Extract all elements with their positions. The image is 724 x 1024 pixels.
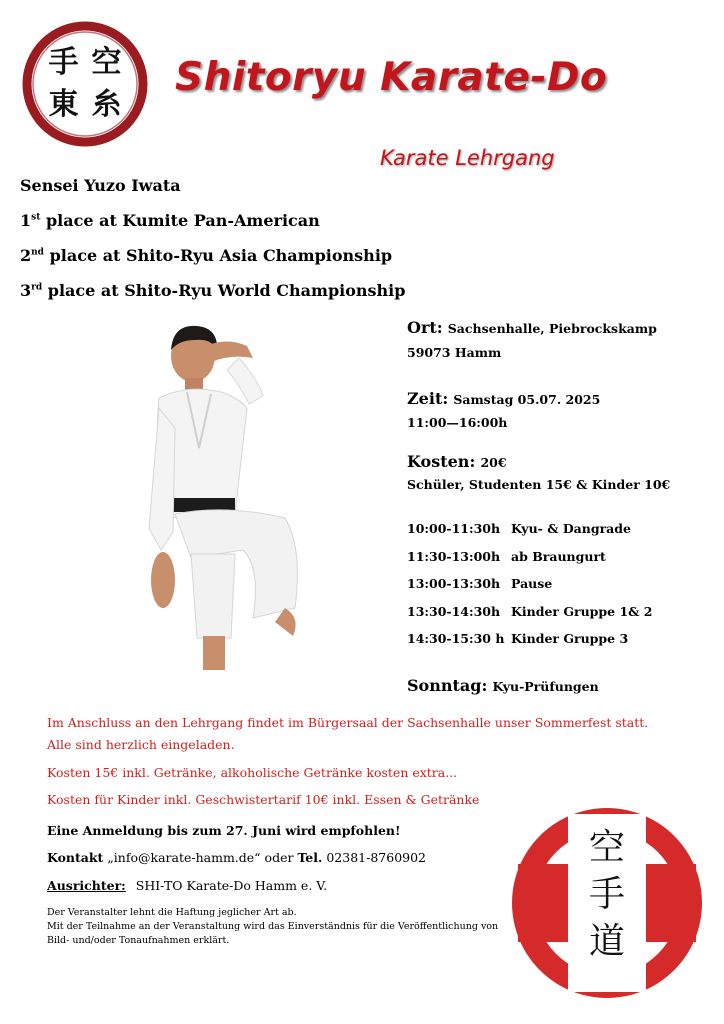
ort-zip: 59073 Hamm [407, 345, 502, 360]
logo-char: 手 [588, 874, 625, 915]
page-subtitle: Karate Lehrgang [380, 146, 555, 170]
registration-note: Eine Anmeldung bis zum 27. Juni wird empfohlen! [47, 823, 401, 838]
kosten-label: Kosten: [407, 452, 476, 471]
achievement-3: 3rd place at Shito-Ryu World Championship [20, 281, 406, 300]
logo-char: 手 [48, 45, 79, 80]
schedule-time: 13:00-13:30h [407, 576, 501, 591]
contact-tel-label: Tel. [297, 850, 323, 865]
schedule-time: 11:30-13:00h [407, 549, 501, 564]
page-title: Shitoryu Karate-Do [175, 55, 608, 100]
ort-address: Sachsenhalle, Piebrockskamp [447, 321, 657, 336]
logo-char: 糸 [91, 87, 122, 122]
zeit-label: Zeit: [407, 389, 449, 408]
schedule-row [407, 631, 628, 646]
organizer-name: SHI-TO Karate-Do Hamm e. V. [135, 878, 328, 893]
schedule-group: Kyu- & Dangrade [511, 521, 631, 536]
schedule-row [407, 549, 606, 564]
ort-block [407, 318, 657, 337]
organizer-line [47, 878, 327, 893]
schedule-row [407, 576, 552, 591]
contact-line [47, 850, 426, 865]
cost-note: Kosten 15€ inkl. Getränke, alkoholische Getränke kosten extra... [47, 765, 458, 780]
schedule-group: Kinder Gruppe 3 [511, 631, 629, 646]
logo-char: 空 [588, 827, 625, 868]
sonntag-label: Sonntag: [407, 676, 488, 695]
contact-label: Kontakt [47, 850, 104, 865]
disclaimer-line: Mit der Teilnahme an der Veranstaltung wird das Einverständnis für die Veröffentlichung von [47, 921, 499, 932]
sonntag-block [407, 676, 599, 695]
achievement-1: 1st place at Kumite Pan-American [20, 211, 320, 230]
disclaimer-line: Der Veranstalter lehnt die Haftung jeglicher Art ab. [47, 907, 297, 918]
contact-email[interactable]: „info@karate-hamm.de“ [107, 850, 261, 865]
schedule-group: Kinder Gruppe 1& 2 [511, 604, 653, 619]
disclaimer-line: Bild- und/oder Tonaufnahmen erklärt. [47, 935, 230, 946]
logo-char: 空 [91, 45, 122, 80]
invitation-note: Alle sind herzlich eingeladen. [47, 737, 235, 752]
schedule-time: 10:00-11:30h [407, 521, 501, 536]
contact-phone[interactable]: 02381-8760902 [326, 850, 427, 865]
schedule-row [407, 604, 653, 619]
shitoryu-logo-kanji [42, 42, 128, 126]
kosten-block [407, 452, 507, 471]
sonntag-text: Kyu-Prüfungen [492, 679, 599, 694]
sensei-name: Sensei Yuzo Iwata [20, 176, 181, 195]
karateka-photo [135, 318, 305, 670]
schedule-row [407, 521, 631, 536]
schedule-group: Pause [511, 576, 553, 591]
zeit-block [407, 389, 600, 408]
ort-label: Ort: [407, 318, 443, 337]
schedule-time: 13:30-14:30h [407, 604, 501, 619]
contact-or: oder [264, 850, 294, 865]
karate-do-logo-kanji [581, 824, 633, 980]
organizer-label: Ausrichter: [47, 878, 126, 893]
schedule-group: ab Braungurt [511, 549, 606, 564]
achievement-2: 2nd place at Shito-Ryu Asia Championship [20, 246, 393, 265]
kosten-reduced: Schüler, Studenten 15€ & Kinder 10€ [407, 477, 671, 492]
schedule-time: 14:30-15:30 h [407, 631, 505, 646]
logo-char: 道 [588, 921, 625, 962]
children-cost-note: Kosten für Kinder inkl. Geschwistertarif 10€ inkl. Essen & Getränke [47, 792, 480, 807]
zeit-date: Samstag 05.07. 2025 [453, 392, 601, 407]
logo-char: 東 [48, 87, 79, 122]
zeit-hours: 11:00—16:00h [407, 415, 508, 430]
kosten-price: 20€ [480, 455, 507, 470]
sommerfest-note: Im Anschluss an den Lehrgang findet im Bürgersaal der Sachsenhalle unser Sommerfest statt. [47, 715, 649, 730]
